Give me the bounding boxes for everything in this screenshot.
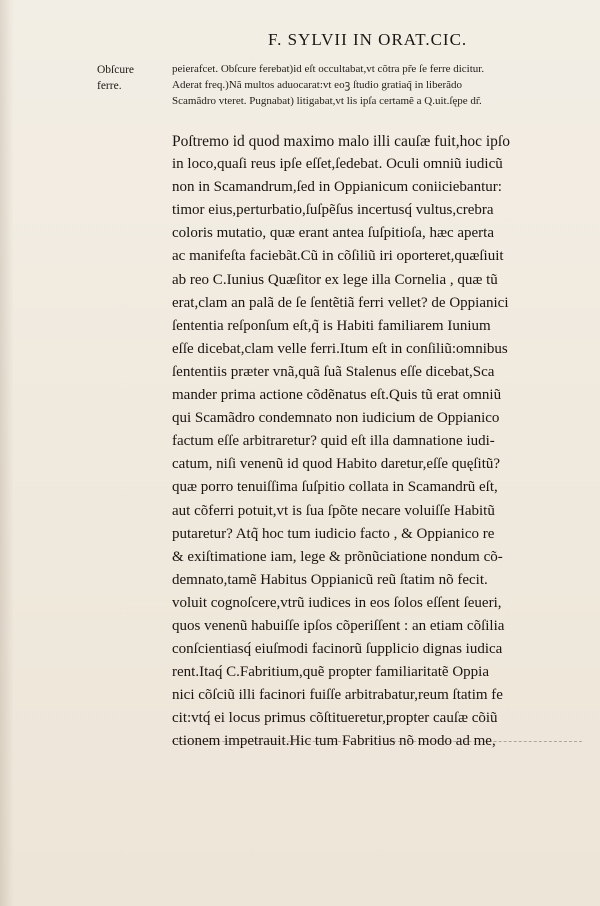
text-line: rent.Itaq́ C.Fabritium,quẽ propter familiaritatẽ Oppia	[172, 664, 489, 681]
text-line: ab reo C.Iunius Quæſitor ex lege illa Cornelia , quæ tũ	[172, 271, 498, 288]
text-line: voluit cognoſcere,vtrũ iudices in eos ſolos eſſent ſeueri,	[172, 594, 502, 611]
text-line: factum eſſe arbitraretur? quid eſt illa damnatione iudi-	[172, 433, 495, 450]
text-line: ſententiis præter vnã,quã ſuã Stalenus eſſe dicebat,Sca	[172, 363, 495, 380]
text-line: Poſtremo id quod maximo malo illi cauſæ fuit,hoc ipſo	[172, 133, 510, 150]
main-text-block	[172, 130, 592, 754]
text-line: conſcientiasq́ eiuſmodi facinorũ ſupplicio dignas iudica	[172, 641, 503, 658]
text-line: coloris mutatio, quæ erant antea ſuſpitioſa, hæc aperta	[172, 225, 494, 242]
text-line: aut cõferri potuit,vt is ſua ſpõte necare voluiſſe Habitũ	[172, 502, 495, 519]
text-line: & exiſtimatione iam, lege & prõnũciatione nondum cõ-	[172, 548, 503, 565]
text-line: erat,clam an palã de ſe ſentẽtiã ferri vellet? de Oppianici	[172, 294, 509, 311]
text-line: quos venenũ habuiſſe ipſos cõperiſſent : an etiam cõſilia	[172, 617, 505, 634]
text-line: quæ porro tenuiſſima ſuſpitio collata in Scamandrũ eſt,	[172, 479, 498, 496]
text-line: demnato,tamẽ Habitus Oppianicũ reũ ſtatim nõ fecit.	[172, 571, 488, 588]
text-line: putaretur? Atq̃ hoc tum iudicio facto , & Oppianico re	[172, 525, 495, 542]
commentary-line: peierafcet. Obſcure ferebat)id eſt occultabat,vt cõtra pr̃e ſe ferre dicitur.	[172, 63, 485, 75]
commentary-block	[172, 61, 590, 109]
commentary-line: Aderat freq.)Nã multos aduocarat:vt eoꝫ ſtudio gratiaq̃ in liberãdo	[172, 79, 462, 91]
text-line: ctionem impetrauit.Hic tum Fabritius nõ modo ad me,	[172, 733, 496, 750]
ink-rule	[172, 740, 582, 742]
margin-note	[97, 62, 134, 94]
page-edge-shadow	[0, 0, 14, 906]
margin-note-line: ferre.	[97, 80, 122, 92]
text-line: nici cõſciũ illi facinori fuiſſe arbitrabatur,reum ſtatim fe	[172, 687, 503, 704]
text-line: ac manifeſta faciebãt.Cũ in cõſiliũ iri oporteret,quæſiuit	[172, 248, 504, 265]
text-line: mander prima actione cõdẽnatus eſt.Quis tũ erat omniũ	[172, 387, 502, 404]
text-line: catum, niſi venenũ id quod Habito daretur,eſſe quęſitũ?	[172, 456, 501, 473]
text-line: ſententia reſponſum eſt,q̃ is Habiti familiarem Iunium	[172, 317, 491, 334]
text-line: qui Scamãdro condemnato non iudicium de Oppianico	[172, 410, 500, 427]
text-line: cit:vtq́ ei locus primus cõſtitueretur,propter cauſæ cõiũ	[172, 710, 498, 727]
margin-note-line: Obſcure	[97, 64, 135, 76]
text-line: eſſe dicebat,clam velle ferri.Itum eſt in conſiliũ:omnibus	[172, 340, 508, 357]
text-line: timor eius,perturbatio,ſuſpẽſus incertusq́ vultus,crebra	[172, 202, 494, 219]
commentary-line: Scamãdro vteret. Pugnabat) litigabat,vt lis ipſa certamẽ a Q.uit.ſępe dr̃.	[172, 95, 482, 107]
running-head: F. SYLVII IN ORAT.CIC.	[268, 30, 468, 49]
text-line: in loco,quaſi reus ipſe eſſet,ſedebat. Oculi omniũ iudicũ	[172, 156, 503, 173]
text-line: non in Scamandrum,ſed in Oppianicum coniiciebantur:	[172, 179, 502, 196]
